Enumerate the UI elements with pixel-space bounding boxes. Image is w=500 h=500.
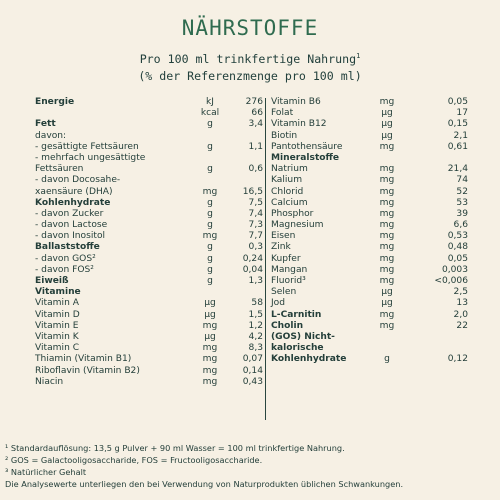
nutrient-name: L-Carnitin [271, 309, 322, 320]
nutrient-unit: g [207, 264, 213, 275]
nutrient-value: 1,1 [248, 141, 263, 152]
nutrient-value: 8,3 [248, 343, 263, 354]
nutrient-value: 0,48 [447, 242, 468, 253]
nutrient-row [35, 276, 263, 287]
nutrient-unit: g [207, 197, 213, 208]
nutrient-row [35, 231, 263, 242]
nutrient-name: Biotin [271, 130, 298, 141]
nutrient-unit: mg [379, 175, 395, 186]
nutrient-unit: mg [202, 365, 218, 376]
nutrient-value: 0,6 [248, 164, 263, 175]
nutrient-name: Vitamin B6 [271, 97, 321, 107]
nutrient-row [35, 97, 263, 108]
nutrient-row [271, 187, 468, 198]
nutrient-unit: mg [379, 264, 395, 275]
subtitle-footnote-marker: 1 [356, 52, 361, 61]
nutrient-name: Vitamin A [35, 298, 79, 309]
nutrient-value: 52 [456, 186, 468, 197]
nutrient-name: Selen [271, 287, 297, 298]
nutrient-row [35, 131, 263, 142]
subtitle-per-100ml [0, 52, 500, 66]
nutrient-unit: mg [202, 320, 218, 331]
nutrient-unit: mg [379, 242, 395, 253]
nutrient-row [271, 97, 468, 108]
nutrient-unit: g [207, 276, 213, 287]
nutrient-name: - gesättigte Fettsäuren [35, 141, 139, 152]
nutrient-value: 7,3 [248, 220, 263, 231]
nutrient-row [35, 220, 263, 231]
nutrient-value: 0,61 [447, 141, 468, 152]
nutrient-name: - davon Docosahe- xaensäure (DHA) [35, 175, 121, 197]
nutrient-value: 74 [456, 175, 468, 186]
nutrient-name: Folat [271, 108, 294, 119]
nutrient-value: 0,05 [447, 253, 468, 264]
nutrient-row [271, 119, 468, 130]
nutrient-unit: g [207, 253, 213, 264]
nutrient-row [35, 254, 263, 265]
nutrient-row [35, 142, 263, 153]
nutrient-value: 39 [456, 208, 468, 219]
nutrient-name: Vitamin E [35, 320, 79, 331]
nutrient-row [271, 175, 468, 186]
nutrient-unit: mg [379, 97, 395, 107]
nutrient-row [271, 321, 468, 332]
nutrient-name: Magnesium [271, 220, 324, 231]
nutrient-row [271, 108, 468, 119]
nutrient-value: 53 [456, 197, 468, 208]
nutrient-row [271, 220, 468, 231]
nutrient-name: Eiweiß [35, 276, 69, 287]
nutrient-row [271, 298, 468, 309]
nutrient-unit: mg [379, 320, 395, 331]
nutrient-row [271, 153, 468, 164]
nutrient-name: Phosphor [271, 208, 314, 219]
nutrient-name: Natrium [271, 164, 308, 175]
nutrient-name: Kohlenhydrate [35, 197, 111, 208]
nutrient-unit: g [207, 242, 213, 253]
nutrient-unit: mg [379, 231, 395, 242]
nutrient-value: 13 [456, 298, 468, 309]
nutrient-unit: µg [204, 309, 216, 320]
nutrient-value: 16,5 [242, 186, 263, 197]
nutrient-value: 0,15 [447, 119, 468, 130]
nutrient-value: 2,0 [453, 309, 468, 320]
nutrient-row [35, 265, 263, 276]
page-title: NÄHRSTOFFE [181, 16, 319, 40]
nutrient-value: 2,1 [453, 130, 468, 141]
nutrient-unit: µg [381, 298, 393, 309]
nutrient-unit: µg [204, 331, 216, 342]
nutrient-row [35, 332, 263, 343]
nutrient-name: Eisen [271, 231, 296, 242]
nutrient-row [271, 287, 468, 298]
nutrient-unit: mg [379, 208, 395, 219]
nutrient-unit: mg [202, 343, 218, 354]
nutrient-row [35, 209, 263, 220]
nutrient-name: - mehrfach ungesättigte Fettsäuren [35, 152, 146, 175]
nutrient-unit: g [207, 208, 213, 219]
nutrient-name: Zink [271, 242, 291, 253]
nutrient-name: davon: [35, 130, 67, 141]
nutrient-unit: mg [202, 231, 218, 242]
nutrient-value: 4,2 [248, 331, 263, 342]
nutrient-value: 0,003 [441, 264, 468, 275]
nutrient-row [271, 198, 468, 209]
subtitle-text: Pro 100 ml trinkfertige Nahrung [139, 52, 357, 66]
nutrient-row [271, 142, 468, 153]
nutrient-row [271, 254, 468, 265]
nutrient-row [35, 366, 263, 377]
nutrient-unit: mg [202, 354, 218, 365]
subtitle-reference: (% der Referenzmenge pro 100 ml) [138, 69, 362, 83]
nutrient-value: 0,24 [242, 253, 263, 264]
nutrient-row [35, 242, 263, 253]
nutrient-unit: g [207, 119, 213, 130]
nutrient-name: Riboflavin (Vitamin B2) [35, 365, 140, 376]
nutrient-value: 0,43 [242, 376, 263, 387]
nutrient-name: Kalium [271, 175, 303, 186]
nutrient-value: 276 [245, 97, 263, 107]
nutrient-row [35, 108, 263, 119]
nutrient-row [35, 298, 263, 309]
nutrient-name: Mineralstoffe [271, 152, 340, 163]
nutrient-name: Pantothensäure [271, 141, 343, 152]
nutrient-row [35, 377, 263, 388]
nutrient-unit: µg [381, 130, 393, 141]
nutrient-unit: mg [379, 253, 395, 264]
nutrient-row [271, 164, 468, 175]
nutrient-value: 0,53 [447, 231, 468, 242]
nutrient-name: - davon Inositol [35, 231, 106, 242]
nutrient-row [271, 332, 468, 366]
nutrient-value: 21,4 [447, 164, 468, 175]
nutrient-table-right [271, 97, 468, 366]
nutrient-name: Cholin [271, 320, 304, 331]
nutrient-value: 2,5 [453, 287, 468, 298]
nutrient-name: Chlorid [271, 186, 304, 197]
nutrient-row [35, 153, 263, 175]
nutrient-value: 1,5 [248, 309, 263, 320]
nutrient-unit: kcal [200, 108, 220, 119]
nutrient-value: 1,2 [248, 320, 263, 331]
nutrient-name: - davon Lactose [35, 220, 108, 231]
nutrient-row [35, 310, 263, 321]
nutrient-value: 7,5 [248, 197, 263, 208]
nutrient-unit: g [207, 220, 213, 231]
nutrient-unit: mg [379, 141, 395, 152]
nutrient-value: 3,4 [248, 119, 263, 130]
nutrient-unit: µg [381, 119, 393, 130]
nutrient-name: Vitamin D [35, 309, 80, 320]
nutrient-value: 7,4 [248, 208, 263, 219]
column-divider [265, 98, 266, 420]
nutrient-unit: µg [381, 108, 393, 119]
nutrient-name: Vitamin K [35, 331, 79, 342]
nutrient-row [35, 287, 263, 298]
nutrient-name: Vitamin C [35, 343, 80, 354]
nutrient-row [35, 119, 263, 130]
nutrient-unit: µg [204, 298, 216, 309]
nutrient-value: 6,6 [453, 220, 468, 231]
nutrient-name: Vitamine [35, 287, 81, 298]
nutrient-value: 22 [456, 320, 468, 331]
footnote-4: Die Analysewerte unterliegen den bei Verwendung von Naturprodukten üblichen Schwankungen. [5, 479, 404, 489]
nutrient-value: 0,12 [447, 354, 468, 365]
nutrient-value: 0,3 [248, 242, 263, 253]
nutrient-row [35, 175, 263, 197]
nutrient-value: 0,14 [242, 365, 263, 376]
nutrient-unit: g [207, 164, 213, 175]
nutrient-unit: mg [379, 186, 395, 197]
nutrient-name: - davon FOS² [35, 264, 94, 275]
nutrient-row [35, 354, 263, 365]
nutrient-unit: mg [202, 376, 218, 387]
nutrient-unit: mg [379, 220, 395, 231]
nutrient-unit: g [384, 354, 390, 365]
nutrient-name: - davon GOS² [35, 253, 96, 264]
nutrient-row [271, 209, 468, 220]
nutrient-name: Ballaststoffe [35, 242, 100, 253]
nutrient-unit: kJ [206, 97, 214, 107]
nutrient-value: 0,04 [242, 264, 263, 275]
nutrient-unit: g [207, 141, 213, 152]
nutrient-table-left [35, 97, 263, 388]
nutrient-row [35, 321, 263, 332]
nutrient-name: (GOS) Nicht- kalorische Kohlenhydrate [271, 331, 347, 365]
nutrient-name: Jod [271, 298, 286, 309]
nutrient-value: <0,006 [434, 276, 468, 286]
nutrient-row [271, 131, 468, 142]
nutrient-name: Thiamin (Vitamin B1) [35, 354, 132, 365]
nutrient-row [271, 242, 468, 253]
nutrient-value: 66 [251, 108, 263, 119]
nutrient-name: Calcium [271, 197, 308, 208]
nutrient-name: Energie [35, 97, 75, 107]
nutrient-value: 0,07 [242, 354, 263, 365]
nutrient-name: Niacin [35, 376, 64, 387]
nutrient-unit: mg [202, 186, 218, 197]
nutrient-row [271, 265, 468, 276]
nutrient-value: 17 [456, 108, 468, 119]
nutrient-unit: mg [379, 164, 395, 175]
nutrient-row [271, 276, 468, 287]
nutrient-value: 1,3 [248, 276, 263, 287]
nutrient-name: Fluorid³ [271, 276, 306, 286]
nutrient-value: 58 [251, 298, 263, 309]
nutrient-name: - davon Zucker [35, 208, 104, 219]
footnote-1: ¹ Standardauflösung: 13,5 g Pulver + 90 ml Wasser = 100 ml trinkfertige Nahrung. [5, 443, 345, 453]
nutrient-row [35, 198, 263, 209]
nutrient-name: Fett [35, 119, 56, 130]
nutrient-row [271, 310, 468, 321]
footnote-3: ³ Natürlicher Gehalt [5, 467, 87, 477]
nutrient-unit: µg [381, 287, 393, 298]
nutrient-value: 7,7 [248, 231, 263, 242]
nutrient-name: Mangan [271, 264, 308, 275]
nutrient-unit: mg [379, 309, 395, 320]
nutrient-value: 0,05 [447, 97, 468, 107]
footnote-2: ² GOS = Galactooligosaccharide, FOS = Fructooligosaccharide. [5, 455, 263, 465]
nutrient-name: Kupfer [271, 253, 301, 264]
nutrient-row [35, 343, 263, 354]
nutrient-unit: mg [379, 197, 395, 208]
nutrient-unit: mg [379, 276, 395, 286]
nutrient-row [271, 231, 468, 242]
nutrient-name: Vitamin B12 [271, 119, 327, 130]
